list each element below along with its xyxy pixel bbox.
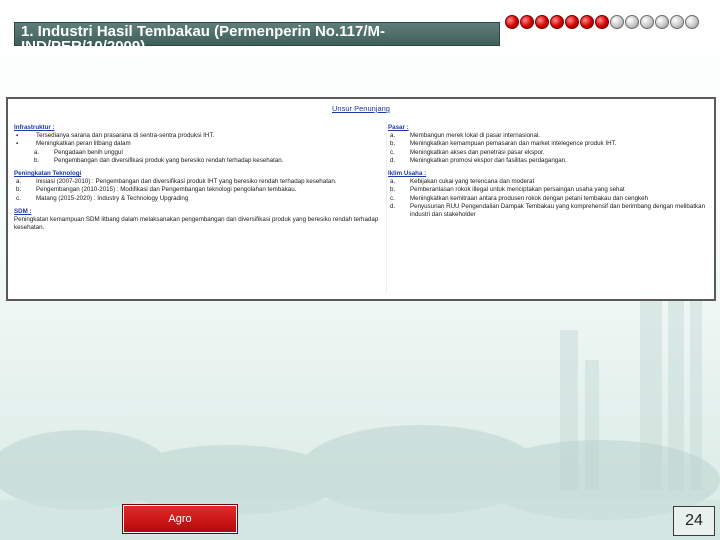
nav-dot-active[interactable] [535,15,549,29]
list-item: a. Membangun merek lokal di pasar internasional. [390,132,541,140]
nav-dot-inactive[interactable] [625,15,639,29]
content-table [6,97,716,301]
list-item: b. Pengembangan (2010-2015) : Modifikasi dan Pengembangan teknologi pengolahan tembakau. [16,186,297,194]
nav-dot-active[interactable] [550,15,564,29]
list-item: c. Meningkatkan kemitraan antara produsen rokok dengan petani tembakau dan cengkeh [390,194,649,202]
section-infrastruktur: Infrastruktur : [14,124,55,131]
nav-dot-active[interactable] [595,15,609,29]
nav-dot-inactive[interactable] [685,15,699,29]
nav-dot-inactive[interactable] [655,15,669,29]
nav-dot-active[interactable] [505,15,519,29]
nav-dot-active[interactable] [520,15,534,29]
section-iklim-usaha: Iklim Usaha : [388,170,427,178]
nav-dot-inactive[interactable] [670,15,684,29]
sdm-text: Peningkatan kemampuan SDM litbang dalam melaksanakan pengembangan dan diversifikasi produk yang beresiko rendah terhadap kesehatan. [14,216,379,232]
list-item: a. Inisiasi (2007-2010) : Pengembangan dan diversifikasi produk IHT yang beresiko rendah terhadap kesehatan. [16,178,337,186]
section-pasar: Pasar : [388,124,409,131]
list-item: b. Meningkatkan kemampuan pemasaran dan market intelegence produk IHT. [390,140,617,148]
list-item: d. Penyusunan RUU Pengendalian Dampak Tembakau yang komprehensif dan berimbang dengan melibatkan industri dan stakeholder [390,202,706,219]
slide-title: 1. Industri Hasil Tembakau (Permenperin No.117/M-IND/PER/10/2009) [21,23,385,55]
list-item: b. Pengembangan dan diversifikasi produk yang beresiko rendah terhadap kesehatan. [34,156,284,164]
nav-dot-active[interactable] [565,15,579,29]
list-item: c. Matang (2015-2020) : Industry & Technology Upgrading [16,194,189,202]
column-divider [386,121,387,293]
right-column [388,124,710,219]
table-heading: Unsur Penunjang [332,104,390,113]
slide-progress-dots [505,15,699,29]
section-teknologi: Peningkatan Teknologi [14,170,82,178]
list-item: c. Meningkatkan akses dan penetrasi pasar ekspor. [390,148,545,156]
nav-dot-active[interactable] [580,15,594,29]
left-column [14,124,382,232]
section-sdm: SDM : [14,207,32,215]
list-item: d. Meningkatkan promosi ekspor dan fasilitas perdagangan. [390,156,567,164]
list-item: a. Pengadaan benih unggul [34,148,123,156]
nav-dot-inactive[interactable] [640,15,654,29]
slide-title-bar [14,22,500,55]
list-item: ▪ Meningkatkan peran litbang dalam [16,140,131,148]
list-item: a. Kebijakan cukai yang terencana dan moderat [390,178,535,186]
nav-dot-inactive[interactable] [610,15,624,29]
list-item: ▪ Tersedianya sarana dan prasarana di sentra-sentra produksi IHT. [16,132,215,140]
agro-button[interactable]: Agro [123,505,237,533]
list-item: b. Pemberantasan rokok illegal untuk menciptakan persaingan usaha yang sehat [390,186,625,194]
page-number: 24 [673,506,715,536]
